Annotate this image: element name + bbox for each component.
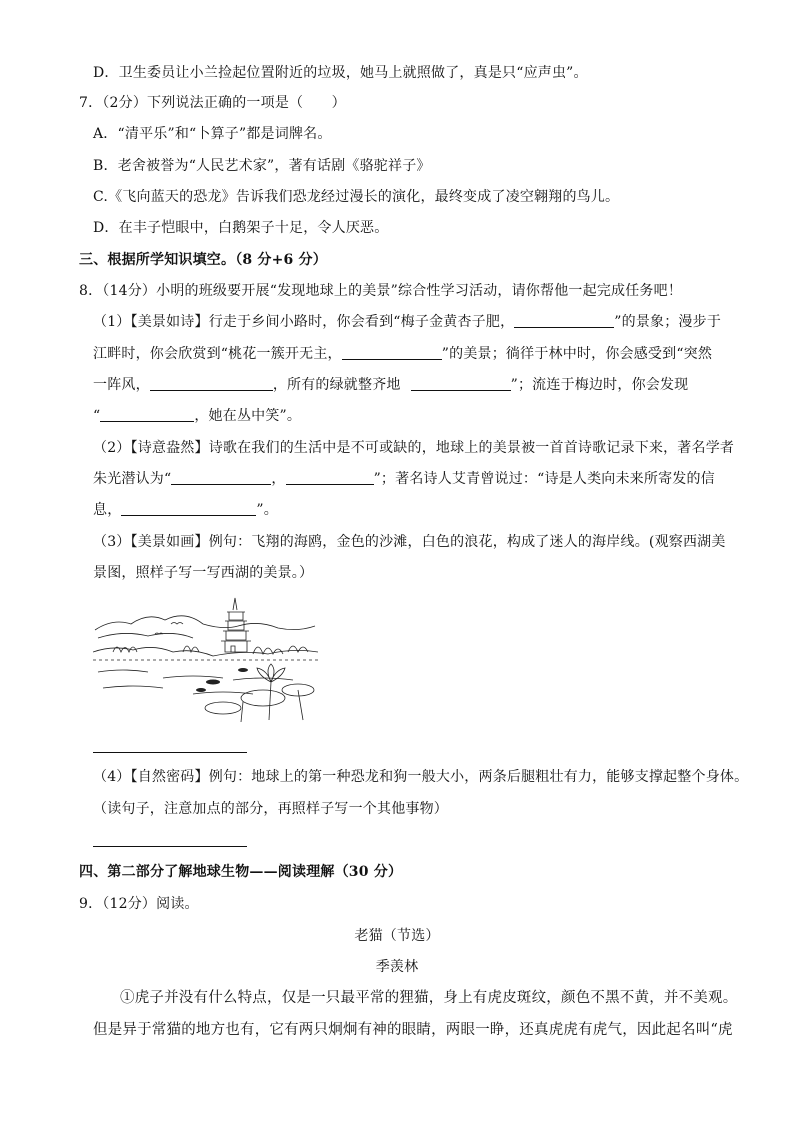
q8-part1-line3 xyxy=(93,375,688,395)
q8-part2-text: ”；著名诗人艾青曾说过：“诗是人类向未来所寄发的信 xyxy=(373,471,715,487)
west-lake-illustration xyxy=(93,590,318,723)
q8-part1-text: 江畔时，你会欣赏到“桃花一簇开无主， xyxy=(93,346,342,362)
reading-author: 季羡林 xyxy=(375,959,419,975)
q8-part2-text: ， xyxy=(271,471,286,487)
answer-blank[interactable] xyxy=(514,313,614,328)
q9-stem: 9．（12分）阅读。 xyxy=(79,896,199,912)
q8-part3-line1: （3）【美景如画】例句：飞翔的海鸥，金色的沙滩，白色的浪花，构成了迷人的海岸线。(观察西湖美 xyxy=(93,534,726,550)
q8-part2-text: ”。 xyxy=(256,502,278,518)
section-3-heading: 三、根据所学知识填空。（8 分+6 分） xyxy=(79,252,327,268)
q7-option-c: C.《飞向蓝天的恐龙》告诉我们恐龙经过漫长的演化，最终变成了凌空翱翔的鸟儿。 xyxy=(93,189,620,205)
q8-part1-text: ，所有的绿就整齐地 xyxy=(272,377,401,393)
reading-paragraph-1-line2: 但是异于常猫的地方也有，它有两只炯炯有神的眼睛，两眼一睁，还真虎虎有虎气，因此起名叫“虎 xyxy=(93,1022,733,1038)
q8-part1-text: ，她在丛中笑”。 xyxy=(194,408,302,424)
q8-part1-line4 xyxy=(93,406,301,426)
q8-part1-text: （1）【美景如诗】行走于乡间小路时，你会看到“梅子金黄杏子肥， xyxy=(93,314,515,330)
q6-option-d: D．卫生委员让小兰捡起位置附近的垃圾，她马上就照做了，真是只“应声虫”。 xyxy=(93,65,588,81)
q8-part2-text: 息， xyxy=(93,502,122,518)
q8-part1-text: ”的美景；徜徉于林中时，你会感受到“突然 xyxy=(441,346,713,362)
answer-line[interactable] xyxy=(93,846,247,847)
reading-title: 老猫（节选） xyxy=(354,928,440,944)
q8-part1-line2 xyxy=(93,344,712,364)
q8-part1-text: “ xyxy=(93,408,101,424)
q8-part1-text: ”；流连于梅边时，你会发现 xyxy=(510,377,689,393)
q8-part3-line2: 景图，照样子写一写西湖的美景。） xyxy=(93,565,314,581)
q7-stem: 7．（2分）下列说法正确的一项是（ ） xyxy=(79,95,346,111)
q7-option-d: D．在丰子恺眼中，白鹅架子十足，令人厌恶。 xyxy=(93,220,389,236)
q8-part2-line3 xyxy=(93,500,278,520)
q8-part1-line1 xyxy=(93,312,721,332)
q8-stem: 8．（14分）小明的班级要开展“发现地球上的美景”综合性学习活动，请你帮他一起完成任务吧！ xyxy=(79,283,683,299)
reading-paragraph-1-line1: ①虎子并没有什么特点，仅是一只最平常的狸猫，身上有虎皮斑纹，颜色不黑不黄，并不美观。 xyxy=(120,990,738,1006)
q8-part2-text: 朱光潜认为“ xyxy=(93,471,172,487)
answer-blank[interactable] xyxy=(342,345,442,360)
section-4-heading: 四、第二部分了解地球生物——阅读理解（30 分） xyxy=(79,864,403,880)
q8-part2-line2 xyxy=(93,469,715,489)
answer-blank[interactable] xyxy=(411,376,511,391)
answer-blank[interactable] xyxy=(100,407,194,422)
answer-blank[interactable] xyxy=(121,501,256,516)
q8-part2-line1: （2）【诗意盎然】诗歌在我们的生活中是不可或缺的，地球上的美景被一首首诗歌记录下来，著名学者 xyxy=(93,440,735,456)
q8-part4-line2: （读句子，注意加点的部分，再照样子写一个其他事物） xyxy=(93,801,448,817)
q7-option-a: A．“清平乐”和“卜算子”都是词牌名。 xyxy=(93,126,332,142)
q8-part4-line1: （4）【自然密码】例句：地球上的第一种恐龙和狗一般大小，两条后腿粗壮有力，能够支撑起整个身体。 xyxy=(93,769,749,785)
answer-blank[interactable] xyxy=(171,470,271,485)
answer-line[interactable] xyxy=(93,752,247,753)
answer-blank[interactable] xyxy=(286,470,374,485)
q8-part1-text: ”的景象；漫步于 xyxy=(614,314,722,330)
answer-blank[interactable] xyxy=(150,376,273,391)
q7-option-b: B．老舍被誉为“人民艺术家”，著有话剧《骆驼祥子》 xyxy=(93,158,431,174)
q8-part1-text: 一阵风， xyxy=(93,377,150,393)
